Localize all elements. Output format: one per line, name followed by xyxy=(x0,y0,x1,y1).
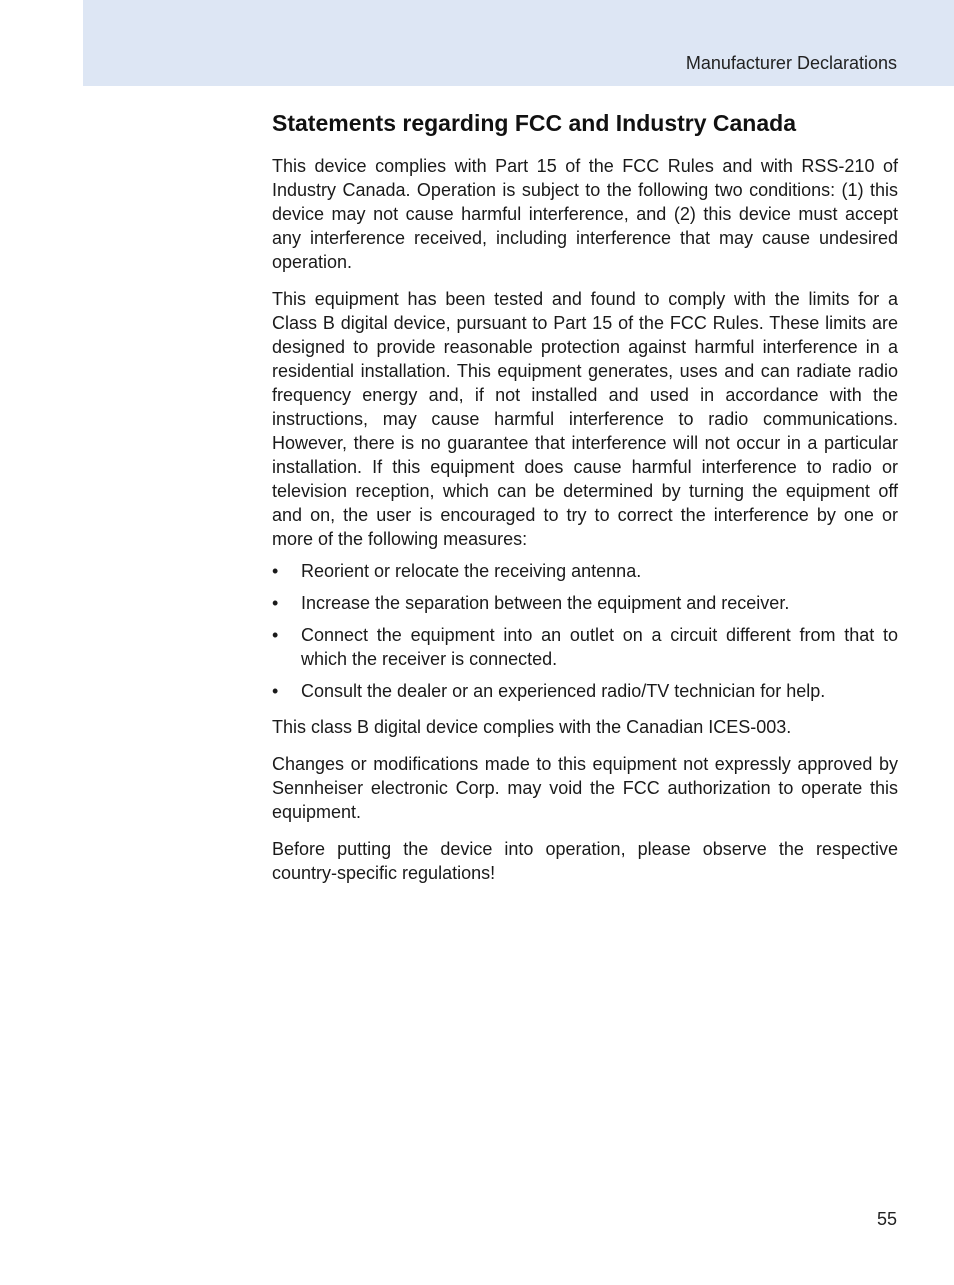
paragraph-modifications: Changes or modifications made to this equipment not expressly approved by Sennheiser electronic Corp. may void the FCC authorization to operate this equipment. xyxy=(272,754,898,822)
section-heading: Statements regarding FCC and Industry Canada xyxy=(272,110,796,136)
header-band xyxy=(83,0,954,86)
list-item xyxy=(272,623,898,671)
bullet-icon: • xyxy=(272,625,279,645)
list-item-text: Consult the dealer or an experienced radio/TV technician for help. xyxy=(301,681,826,701)
list-item-text: Connect the equipment into an outlet on a circuit different from that to which the receiver is connected. xyxy=(301,625,898,669)
bullet-icon: • xyxy=(272,681,279,701)
paragraph-ices-003: This class B digital device complies with the Canadian ICES-003. xyxy=(272,717,792,737)
bullet-icon: • xyxy=(272,561,279,581)
list-item xyxy=(272,559,898,583)
running-header-title: Manufacturer Declarations xyxy=(685,53,897,73)
page-content xyxy=(272,108,898,898)
paragraph-class-b-testing: This equipment has been tested and found to comply with the limits for a Class B digital device, pursuant to Part 15 of the FCC Rules. These limits are designed to provide reasonable protection against harmful interference in a residential installation. This equipment generates, uses and can radiate radio frequency energy and, if not installed and used in accordance with the instructions, may cause harmful interference to radio communications. However, there is no guarantee that interference will not occur in a particular installation. If this equipment does cause harmful interference to radio or television reception, which can be determined by turning the equipment off and on, the user is encouraged to try to correct the interference by one or more of the following measures: xyxy=(272,289,898,549)
list-item-text: Increase the separation between the equipment and receiver. xyxy=(301,593,790,613)
list-item-text: Reorient or relocate the receiving antenna. xyxy=(301,561,642,581)
paragraph-compliance: This device complies with Part 15 of the FCC Rules and with RSS-210 of Industry Canada. Operation is subject to the following two conditions: (1) this device may not cause harmful interference, and (2) this device must accept any interference received, including interference that may cause undesired operation. xyxy=(272,156,898,272)
bullet-icon: • xyxy=(272,593,279,613)
paragraph-country-regulations: Before putting the device into operation, please observe the respective country-specific regulations! xyxy=(272,839,898,883)
page-number: 55 xyxy=(876,1209,897,1229)
list-item xyxy=(272,591,898,615)
measures-list xyxy=(272,559,898,703)
list-item xyxy=(272,679,898,703)
